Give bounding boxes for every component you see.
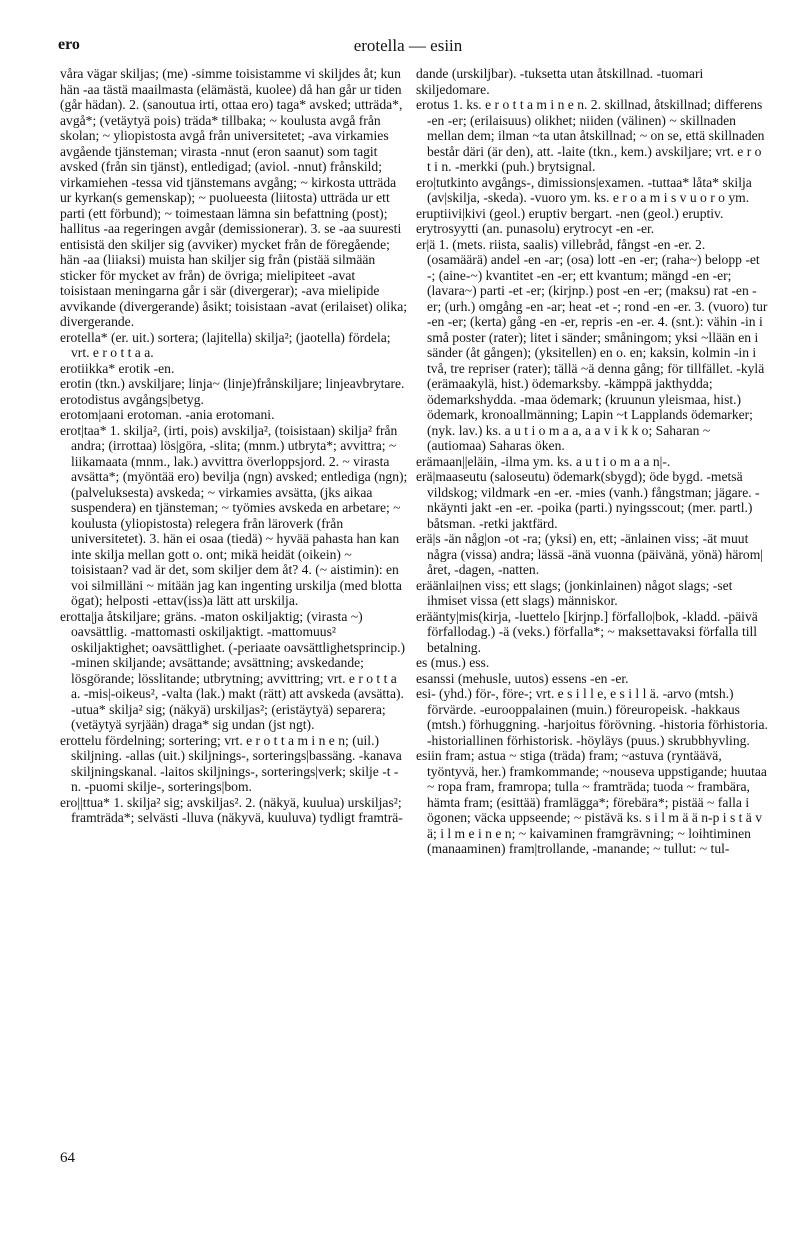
entry-erotodistus: erotodistus avgångs|betyg. (60, 391, 204, 407)
entry-erotella: erotella* (er. uit.) sortera; (lajitella) skilja²; (jaotella) fördela; vrt. e r o t t a a. (60, 329, 391, 360)
entry-eramaaseutu: erä|maaseutu (saloseutu) ödemark(sbygd); öde bygd. -metsä vildskog; vildmark -en -er. -mies (vanh.) fångstman; jägare. -nkäynti jakt -en -er. -poika (parti.) nyingsscout; (mer. partl.) båtsman. -retki jaktfärd. (416, 469, 760, 531)
left-column (60, 66, 408, 826)
running-title: erotella — esiin (353, 36, 463, 55)
entry-erottaja: erotta|ja åtskiljare; gräns. -maton oskiljaktig; (virasta ~) oavsättlig. -mattomasti oskiljaktigt. -mattomuus² oskiljaktighet; oavsättlighet. (-periaate oavsättlighetsprincip.) -minen skiljande; avsättande; avsättning; avskedande; lösgörande; lösslitande; utbrytning; avvittring; vrt. e r o t t a a. -mis|-oikeus², -valta (lak.) makt (rätt) att avskeda (avsätta). -utua* skilja² sig; (näkyä) urskiljas²; (eristäytyä) separera; (vetäytyä syrjään) draga* sig undan (jst ngt). (60, 608, 406, 732)
entry-eraantymis: eräänty|mis(kirja, -luettelo [kirjnp.] förfallo|bok, -kladd. -päivä förfallodag.) -ä (veks.) förfalla*; ~ maksettavaksi förfalla till betalning. (416, 608, 758, 655)
entry-era: er|ä 1. (mets. riista, saalis) villebråd, fångst -en -er. 2. (osamäärä) andel -en -ar; (osa) lott -en -er; (raha~) belopp -et -; (aine-~) kvantitet -en -er; ett kvantum; mängd -en -er; (lavara~) parti -et -er; (kirjnp.) post -en -er; (maksu) rat -en -er; (urh.) omgång -en -ar; heat -et -; rond -en -er. 3. (vuoro) tur -en -er; (kerta) gång -en -er, repris -en -er. 4. (snt.): vähin -in i små poster (rater); litet i sänder; småningom; yksi ~llään en i sänder (åt gången); (yksitellen) en o. en; kaksin, kolmin -in i två, tre repriser (rater); tällä ~ä denna gång; för tillfället. -kylä (erämaakylä, hist.) ödemarksby. -kämppä jakthydda; ödemarkshydda. -maa ödemark; (kruunun yleismaa, hist.) ödemark, kronoallmänning; Lapin ~t Lapplands ödemarker; (nyk. lav.) ks. a u t i o m a a, a a v i k k o; Saharan ~ (autiomaa) Saharas öken. (416, 236, 768, 453)
page-number: 64 (60, 1150, 75, 1166)
entry-es: es (mus.) ess. (416, 655, 490, 670)
entry-esiin: esiin fram; astua ~ stiga (träda) fram; ~astuva (ryntäävä, työntyvä, her.) framkommande; ~nouseva uppstigande; huutaa ~ ropa fram, framropa; tulla ~ framträda; tuoda ~ frambära, hämta fram; (esittää) framlägga*; förebära*; pistää ~ falla i ögonen; väcka uppseende; ~ pistävä ks. s i l m ä ä n-p i s t ä v ä; i l m e i n e n; ~ kaivaminen framgrävning; ~ loihtiminen (manaaminen) fram|trollande, -manande; ~ tullut: ~ tul- (416, 748, 767, 856)
entry-esi: esi- (yhd.) för-, före-; vrt. e s i l l e, e s i l l ä. -arvo (mtsh.) förvärde. -eurooppalainen (muin.) föreuropeisk. -hakkaus (mtsh.) förhuggning. -harjoitus förövning. -historia förhistoria. -historiallinen förhistorisk. -höyläys (puus.) skrubbhyvling. (416, 686, 768, 748)
page-header (58, 36, 758, 58)
entry-eruptiivikivi: eruptiivi|kivi (geol.) eruptiv bergart. -nen (geol.) eruptiv. (416, 205, 724, 221)
entry-erotiikka: erotiikka* erotik -en. (60, 360, 175, 376)
entry-erotus: erotus 1. ks. e r o t t a m i n e n. 2. skillnad, åtskillnad; differens -en -er; (erilaisuus) olikhet; niiden (välinen) ~ skillnaden mellan dem; ilman ~ta utan åtskillnad; ~ on se, että skillnaden består däri (är den), att. -laite (tkn., kem.) avskiljare; vrt. e r o t i n. -merkki (puh.) brytsignal. (416, 97, 765, 174)
entry-erotomaani: erotom|aani erotoman. -ania erotomani. (60, 407, 275, 422)
entry-erytrosyytti: erytrosyytti (an. punasolu) erytrocyt -en -er. (416, 221, 655, 236)
entry-erotin: erotin (tkn.) avskiljare; linja~ (linje)frånskiljare; linjeavbrytare. (60, 376, 405, 391)
guide-word: ero (58, 36, 80, 53)
entry-eras: erä|s -än någ|on -ot -ra; (yksi) en, ett; -änlainen viss; -ät muut några (vissa) andra; lässä -änä vuonna (päivänä, yönä) härom|året, -dagen, -natten. (416, 531, 764, 577)
entry-erotutkinto: ero|tutkinto avgångs-, dimissions|examen. -tuttaa* låta* skilja (av|skilja, -skeda). -vuoro ym. ks. e r o a m i s v u o r o ym. (416, 174, 752, 205)
right-column (416, 66, 768, 857)
entry-eraanlainen: eräänlai|nen viss; ett slags; (jonkinlainen) något slags; -set ihmiset vissa (ett slags) människor. (416, 577, 733, 608)
entry-erottua: ero||ttua* 1. skilja² sig; avskiljas². 2. (näkyä, kuulua) urskiljas²; framträda*; selvästi -lluva (näkyvä, kuuluva) tydligt framträ- (60, 794, 403, 825)
entry-continuation: våra vägar skiljas; (me) -simme toisistamme vi skiljdes åt; kun hän -aa tästä maailmasta (elämästä, kuolee) då han går ur tiden (går hädan). 2. (sanoutua irti, ottaa ero) taga* avsked; utträda*, avgå*; (vetäytyä pois) träda* tillbaka; ~ koulusta avgå från skolan; ~ yliopistosta avgå från universitetet; -ava virkamies avgående tjänsteman; virasta -nnut (eron saanut) som tagit avsked (från sin tjänst), entledigad; (aviol. -nnut) frånskild; virkamiehen -tessa vid tjänstemans avgång; ~ kirkosta utträda ur kyrkan(s gemenskap); ~ puolueesta (liitosta) utträda ur ett parti (ett förbund); ~ toimestaan lämna sin befattning (post); hallitus -aa regeringen avgår (demissionerar). 3. se -aa suuresti entisistä den skiljer sig (avviker) mycket från de föregående; hän -aa (liiaksi) muista han skiljer sig från (pistää silmään sticker för mycket av från) de övriga; mielipiteet -avat toisistaan meningarna går i sär (divergerar); -ava mielipide avvikande (divergerande) åsikt; toisistaan -avat (erilaiset) olika; divergerande. (60, 66, 408, 329)
entry-continuation-right: dande (urskiljbar). -tuksetta utan åtskillnad. -tuomari skiljedomare. (416, 66, 704, 97)
entry-eramaan: erämaan||eläin, -ilma ym. ks. a u t i o m a a n|-. (416, 453, 671, 469)
entry-erottelu: erottelu fördelning; sortering; vrt. e r o t t a m i n e n; (uil.) skiljning. -allas (uit.) skiljnings-, sorterings|bassäng. -kanava skiljningskanal. -laitos skiljnings-, sorterings|verk; skilje -t -n. -puomi skilje-, sorterings|bom. (60, 732, 402, 794)
entry-erottaa: erot|taa* 1. skilja², (irti, pois) avskilja², (toisistaan) skilja² från andra; (irrottaa) lös|göra, -slita; (mnm.) utbryta*; avvittra; ~ liikamaata (mnm., lak.) avvittra överloppsjord. 2. ~ virasta avsätta*; (myöntää ero) bevilja (ngn) avsked; entlediga (ngn); (palveluksesta) avskeda; ~ virkamies avsätta, (jks aikaa suspendera) en tjänsteman; ~ työmies avskeda en arbetare; ~ koulusta (yliopistosta) relegera från läroverk (från universitetet). 3. hän ei osaa (tiedä) ~ hyvää pahasta han kan inte skilja mellan gott o. ont; mikä heidät (oikein) ~ toisistaan? vad är det, som skiljer dem åt? 4. (~ aistimin): en voi silmilläni ~ mitään jag kan ingenting urskilja (med blotta ögat); helposti -ettav(iss)a lätt att urskilja. (60, 422, 408, 608)
entry-esanssi: esanssi (mehusle, uutos) essens -en -er. (416, 670, 629, 686)
